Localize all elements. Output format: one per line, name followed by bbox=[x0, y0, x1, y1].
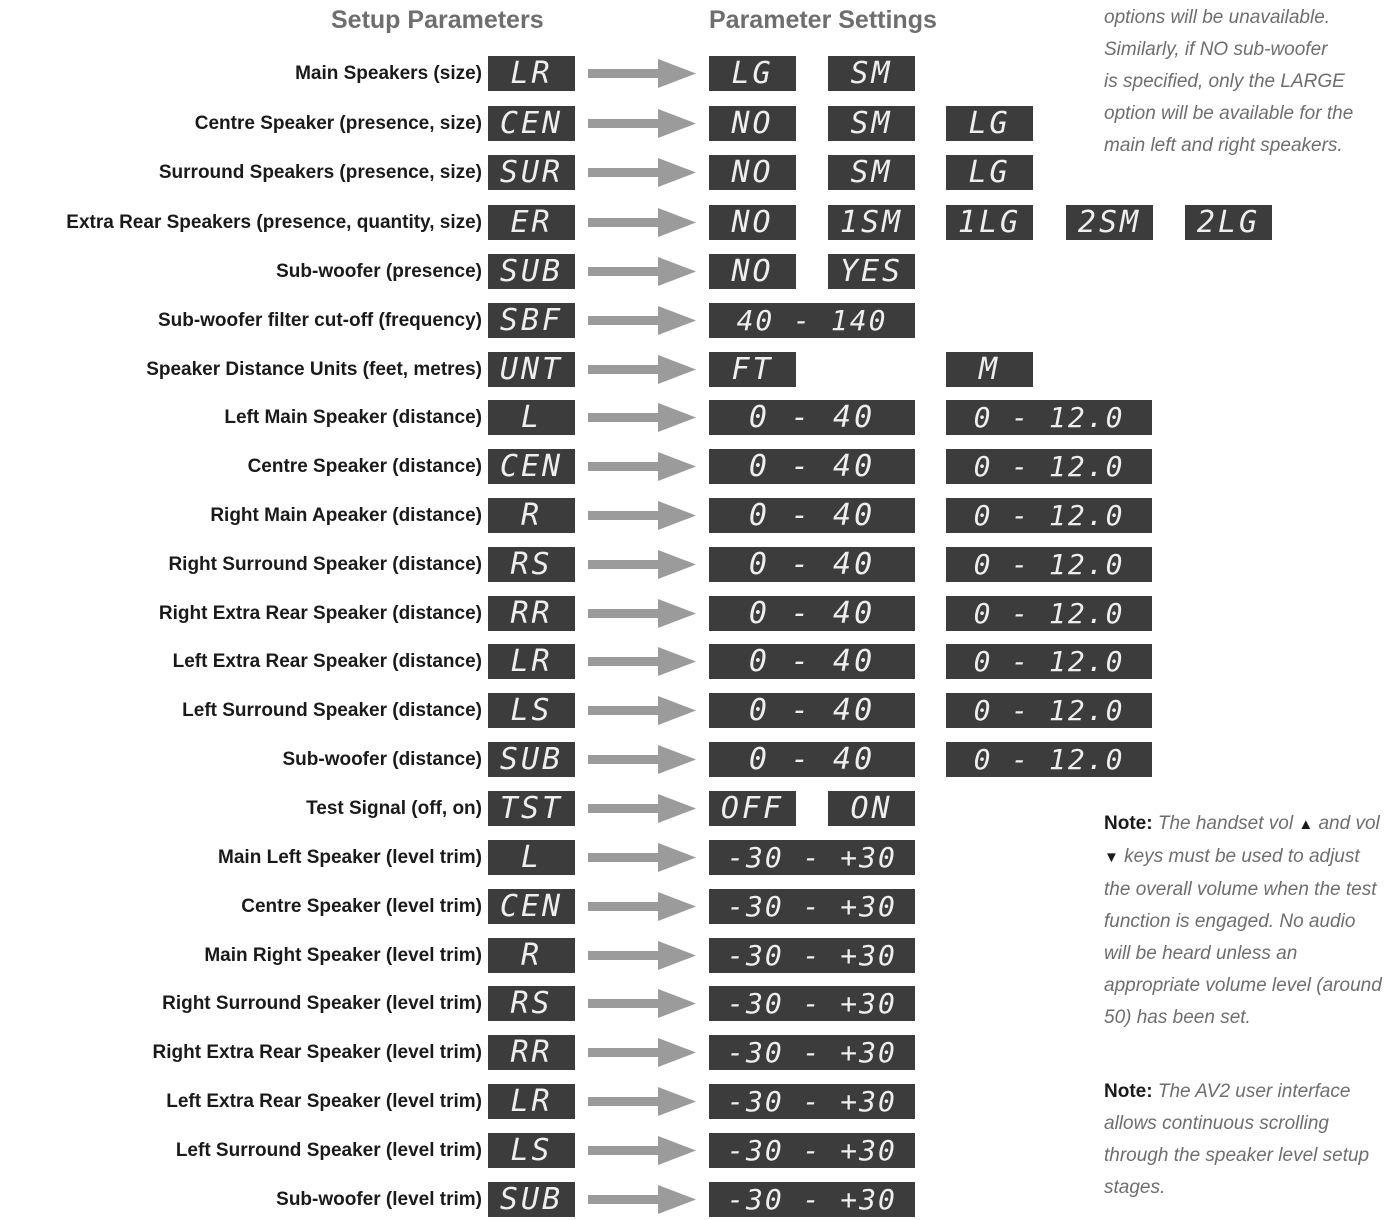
parameter-row bbox=[0, 693, 1387, 728]
parameter-label: Right Extra Rear Speaker (level trim) bbox=[152, 1042, 482, 1063]
parameter-label: Right Main Apeaker (distance) bbox=[210, 505, 482, 526]
display-option: 2LG bbox=[1185, 205, 1272, 240]
display-option: YES bbox=[828, 254, 915, 289]
display-code: R bbox=[488, 938, 575, 973]
arrow-right-icon bbox=[588, 696, 696, 725]
parameter-label: Left Surround Speaker (level trim) bbox=[175, 1140, 482, 1161]
display-option: NO bbox=[709, 155, 796, 190]
display-option: 0 - 40 bbox=[709, 449, 915, 484]
display-option: 0 - 12.0 bbox=[946, 449, 1152, 484]
parameter-row bbox=[0, 155, 1387, 190]
display-code: RR bbox=[488, 1035, 575, 1070]
display-option: 40 - 140 bbox=[709, 303, 915, 338]
parameter-label: Sub-woofer filter cut-off (frequency) bbox=[157, 310, 482, 331]
parameter-label: Sub-woofer (distance) bbox=[282, 749, 482, 770]
parameter-label: Main Speakers (size) bbox=[295, 63, 482, 84]
parameter-label: Test Signal (off, on) bbox=[306, 798, 482, 819]
arrow-right-icon bbox=[588, 1038, 696, 1067]
display-option: -30 - +30 bbox=[709, 1133, 915, 1168]
note-text: keys must be used to adjust the overall volume when the test function is engaged. No audio will be heard unless an appropriate volume level (around 50) has been set. bbox=[1104, 846, 1382, 1028]
parameter-row bbox=[0, 742, 1387, 777]
display-option: -30 - +30 bbox=[709, 938, 915, 973]
display-code: CEN bbox=[488, 106, 575, 141]
display-code: LS bbox=[488, 1133, 575, 1168]
display-code: L bbox=[488, 400, 575, 435]
arrow-right-icon bbox=[588, 794, 696, 823]
display-option: LG bbox=[709, 56, 796, 91]
parameter-label: Right Extra Rear Speaker (distance) bbox=[158, 603, 482, 624]
display-code: LR bbox=[488, 56, 575, 91]
parameter-row bbox=[0, 1182, 1387, 1217]
parameter-row bbox=[0, 791, 1387, 826]
arrow-right-icon bbox=[588, 109, 696, 138]
arrow-right-icon bbox=[588, 355, 696, 384]
display-option: -30 - +30 bbox=[709, 1084, 915, 1119]
display-option: 0 - 40 bbox=[709, 498, 915, 533]
top-note-line: is specified, only the LARGE bbox=[1104, 71, 1345, 92]
arrow-right-icon bbox=[588, 158, 696, 187]
display-code: R bbox=[488, 498, 575, 533]
top-note-line: Similarly, if NO sub-woofer bbox=[1104, 39, 1328, 60]
parameter-label: Left Extra Rear Speaker (level trim) bbox=[166, 1091, 482, 1112]
arrow-right-icon bbox=[588, 403, 696, 432]
note-text: and vol bbox=[1318, 813, 1380, 834]
parameter-label: Centre Speaker (distance) bbox=[247, 456, 482, 477]
display-option: 0 - 12.0 bbox=[946, 596, 1152, 631]
display-option: SM bbox=[828, 56, 915, 91]
arrow-right-icon bbox=[588, 501, 696, 530]
parameter-row bbox=[0, 254, 1387, 289]
display-option: -30 - +30 bbox=[709, 1182, 915, 1217]
parameter-row bbox=[0, 205, 1387, 240]
display-code: SUB bbox=[488, 254, 575, 289]
display-code: SUB bbox=[488, 742, 575, 777]
display-code: LR bbox=[488, 1084, 575, 1119]
display-option: 0 - 40 bbox=[709, 547, 915, 582]
top-note-line: option will be available for the bbox=[1104, 103, 1354, 124]
display-code: UNT bbox=[488, 352, 575, 387]
arrow-right-icon bbox=[588, 452, 696, 481]
display-option: 0 - 40 bbox=[709, 644, 915, 679]
parameter-row bbox=[0, 1133, 1387, 1168]
parameter-label: Speaker Distance Units (feet, metres) bbox=[146, 359, 482, 380]
display-option: 2SM bbox=[1066, 205, 1153, 240]
parameter-row bbox=[0, 1035, 1387, 1070]
parameter-row bbox=[0, 352, 1387, 387]
parameter-label: Centre Speaker (presence, size) bbox=[194, 113, 482, 134]
parameter-settings-heading: Parameter Settings bbox=[709, 6, 937, 34]
display-option: 0 - 40 bbox=[709, 742, 915, 777]
parameter-label: Right Surround Speaker (level trim) bbox=[162, 993, 482, 1014]
arrow-right-icon bbox=[588, 941, 696, 970]
arrow-right-icon bbox=[588, 1185, 696, 1214]
arrow-right-icon bbox=[588, 599, 696, 628]
display-option: -30 - +30 bbox=[709, 840, 915, 875]
parameter-label: Centre Speaker (level trim) bbox=[241, 896, 482, 917]
display-option: LG bbox=[946, 155, 1033, 190]
triangle-up-icon: ▲ bbox=[1298, 816, 1314, 833]
parameter-label: Right Surround Speaker (distance) bbox=[168, 554, 482, 575]
display-option: 0 - 40 bbox=[709, 596, 915, 631]
display-code: ER bbox=[488, 205, 575, 240]
display-option: -30 - +30 bbox=[709, 986, 915, 1021]
display-code: RS bbox=[488, 547, 575, 582]
parameter-row bbox=[0, 889, 1387, 924]
parameter-row bbox=[0, 449, 1387, 484]
parameter-row bbox=[0, 986, 1387, 1021]
arrow-right-icon bbox=[588, 892, 696, 921]
display-option: 0 - 12.0 bbox=[946, 547, 1152, 582]
display-code: CEN bbox=[488, 889, 575, 924]
arrow-right-icon bbox=[588, 550, 696, 579]
parameter-label: Left Surround Speaker (distance) bbox=[182, 700, 482, 721]
display-option: 0 - 40 bbox=[709, 400, 915, 435]
display-option: ON bbox=[828, 791, 915, 826]
parameter-row bbox=[0, 1084, 1387, 1119]
display-option: -30 - +30 bbox=[709, 889, 915, 924]
triangle-down-icon: ▼ bbox=[1104, 849, 1119, 866]
setup-parameters-heading: Setup Parameters bbox=[331, 6, 544, 34]
arrow-right-icon bbox=[588, 208, 696, 237]
top-note-line: options will be unavailable. bbox=[1104, 7, 1331, 28]
parameter-label: Surround Speakers (presence, size) bbox=[158, 162, 482, 183]
display-code: TST bbox=[488, 791, 575, 826]
note-title: Note: bbox=[1104, 813, 1153, 834]
display-option: -30 - +30 bbox=[709, 1035, 915, 1070]
display-code: LR bbox=[488, 644, 575, 679]
arrow-right-icon bbox=[588, 306, 696, 335]
note-text: The handset vol bbox=[1157, 813, 1294, 834]
parameter-row bbox=[0, 400, 1387, 435]
arrow-right-icon bbox=[588, 647, 696, 676]
display-code: CEN bbox=[488, 449, 575, 484]
display-option: FT bbox=[709, 352, 796, 387]
display-code: SBF bbox=[488, 303, 575, 338]
parameter-row bbox=[0, 840, 1387, 875]
parameter-row bbox=[0, 106, 1387, 141]
parameter-label: Sub-woofer (presence) bbox=[276, 261, 482, 282]
display-code: RS bbox=[488, 986, 575, 1021]
note-text: The AV2 user interface allows continuous scrolling through the speaker level setup stages. bbox=[1104, 1081, 1370, 1198]
parameter-row bbox=[0, 596, 1387, 631]
parameter-label: Sub-woofer (level trim) bbox=[276, 1189, 482, 1210]
parameter-row bbox=[0, 644, 1387, 679]
parameter-label: Main Left Speaker (level trim) bbox=[218, 847, 482, 868]
top-note-line: main left and right speakers. bbox=[1104, 135, 1343, 156]
parameter-label: Left Extra Rear Speaker (distance) bbox=[172, 651, 482, 672]
display-option: 0 - 12.0 bbox=[946, 742, 1152, 777]
parameter-row bbox=[0, 938, 1387, 973]
display-option: SM bbox=[828, 155, 915, 190]
parameter-row bbox=[0, 56, 1387, 91]
display-option: 0 - 12.0 bbox=[946, 498, 1152, 533]
display-option: 0 - 12.0 bbox=[946, 644, 1152, 679]
arrow-right-icon bbox=[588, 745, 696, 774]
display-option: NO bbox=[709, 254, 796, 289]
display-option: 1LG bbox=[946, 205, 1033, 240]
parameter-row bbox=[0, 498, 1387, 533]
parameter-label: Extra Rear Speakers (presence, quantity, size) bbox=[66, 212, 482, 233]
display-code: SUB bbox=[488, 1182, 575, 1217]
display-option: OFF bbox=[709, 791, 796, 826]
parameter-label: Main Right Speaker (level trim) bbox=[204, 945, 482, 966]
arrow-right-icon bbox=[588, 257, 696, 286]
display-code: RR bbox=[488, 596, 575, 631]
display-option: 0 - 40 bbox=[709, 693, 915, 728]
display-option: NO bbox=[709, 106, 796, 141]
parameter-row bbox=[0, 303, 1387, 338]
display-option: SM bbox=[828, 106, 915, 141]
display-option: 0 - 12.0 bbox=[946, 693, 1152, 728]
arrow-right-icon bbox=[588, 1087, 696, 1116]
arrow-right-icon bbox=[588, 59, 696, 88]
arrow-right-icon bbox=[588, 843, 696, 872]
note-title: Note: bbox=[1104, 1081, 1153, 1102]
display-option: LG bbox=[946, 106, 1033, 141]
display-option: 1SM bbox=[828, 205, 915, 240]
display-option: 0 - 12.0 bbox=[946, 400, 1152, 435]
display-code: SUR bbox=[488, 155, 575, 190]
display-option: NO bbox=[709, 205, 796, 240]
display-code: L bbox=[488, 840, 575, 875]
parameter-label: Left Main Speaker (distance) bbox=[224, 407, 482, 428]
display-code: LS bbox=[488, 693, 575, 728]
arrow-right-icon bbox=[588, 989, 696, 1018]
arrow-right-icon bbox=[588, 1136, 696, 1165]
display-option: M bbox=[946, 352, 1033, 387]
parameter-row bbox=[0, 547, 1387, 582]
